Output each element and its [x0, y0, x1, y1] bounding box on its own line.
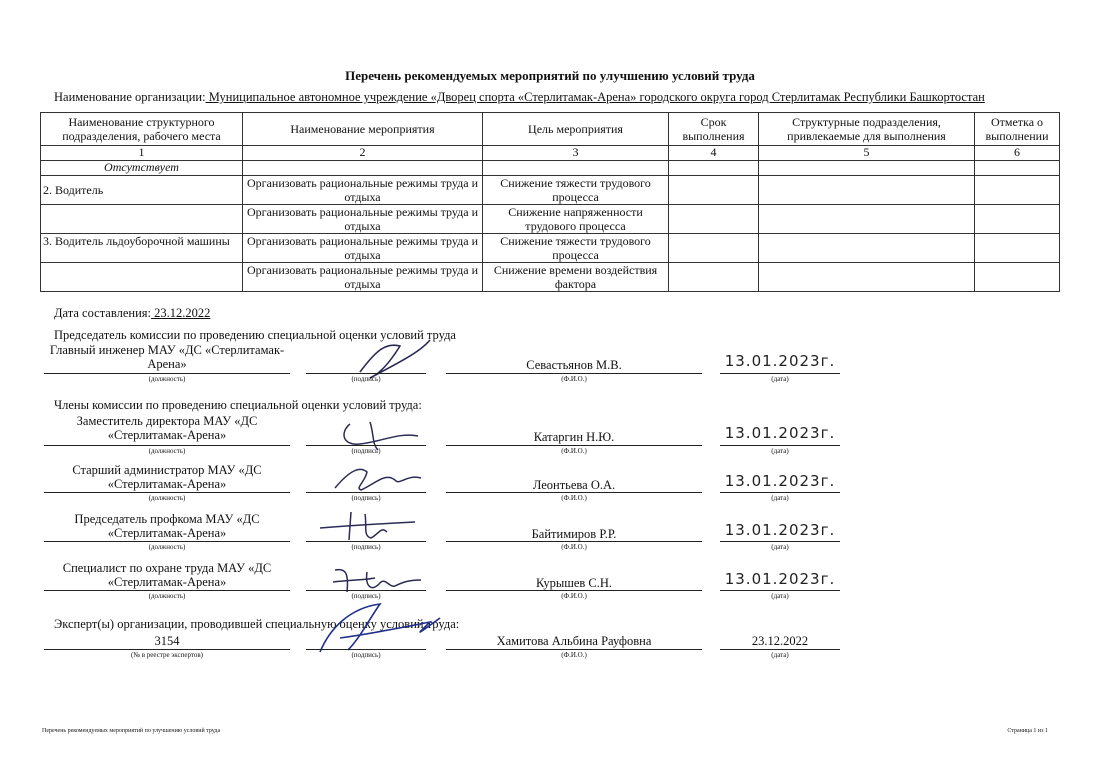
caption-signature: (подпись) — [351, 494, 381, 502]
workplace-cell — [41, 263, 243, 292]
member-name: Курышев С.Н. — [535, 576, 613, 590]
header-term: Срок выполнения — [669, 113, 759, 146]
caption-date: (дата) — [771, 651, 789, 659]
caption-position: (должность) — [148, 375, 186, 383]
caption-signature: (подпись) — [351, 447, 381, 455]
table-row — [41, 263, 1060, 292]
measures-table — [40, 112, 1060, 292]
caption-fio: (Ф.И.О.) — [561, 494, 587, 502]
table-number-row — [41, 146, 1060, 161]
col-number: 3 — [483, 146, 669, 161]
col-number: 6 — [975, 146, 1060, 161]
member-position: Председатель профкома МАУ «ДС «Стерлитамак-Арена» — [74, 512, 260, 540]
member-position: Старший администратор МАУ «ДС «Стерлитамак-Арена» — [72, 463, 262, 491]
header-measure: Наименование мероприятия — [243, 113, 483, 146]
col-number: 5 — [759, 146, 975, 161]
header-place: Наименование структурного подразделения, рабочего места — [41, 113, 243, 146]
table-row — [41, 161, 1060, 176]
expert-date: 23.12.2022 — [751, 634, 809, 648]
compile-date-value: 23.12.2022 — [151, 306, 211, 320]
document-title: Перечень рекомендуемых мероприятий по улучшению условий труда — [345, 68, 755, 83]
caption-registry: (№ в реестре экспертов) — [130, 651, 203, 659]
absent-cell: Отсутствует — [41, 161, 243, 176]
measure-cell: Организовать рациональные режимы труда и отдыха — [243, 234, 483, 263]
chair-position: Главный инженер МАУ «ДС «Стерлитамак-Арена» — [49, 343, 285, 371]
member-date: 13.01.2023г. — [724, 424, 836, 442]
member-date: 13.01.2023г. — [724, 521, 836, 539]
member-position: Специалист по охране труда МАУ «ДС «Стерлитамак-Арена» — [62, 561, 272, 589]
col-number: 2 — [243, 146, 483, 161]
caption-date: (дата) — [771, 447, 789, 455]
compile-date — [54, 306, 210, 321]
goal-cell: Снижение времени воздействия фактора — [483, 263, 669, 292]
caption-fio: (Ф.И.О.) — [561, 592, 587, 600]
caption-date: (дата) — [771, 543, 789, 551]
member-name: Байтимиров Р.Р. — [531, 527, 617, 541]
caption-date: (дата) — [771, 592, 789, 600]
organization-label: Наименование организации: — [54, 90, 206, 104]
workplace-cell: 3. Водитель льдоуборочной машины — [41, 234, 243, 263]
expert-registry: 3154 — [154, 634, 180, 648]
chair-heading: Председатель комиссии по проведению специальной оценки условий труда — [54, 328, 456, 342]
expert-heading: Эксперт(ы) организации, проводившей специальную оценку условий труда: — [54, 617, 460, 631]
chair-date: 13.01.2023г. — [724, 352, 836, 370]
member-name: Леонтьева О.А. — [532, 478, 616, 492]
member-date: 13.01.2023г. — [724, 570, 836, 588]
goal-cell: Снижение тяжести трудового процесса — [483, 176, 669, 205]
caption-position: (должность) — [148, 543, 186, 551]
caption-signature: (подпись) — [351, 592, 381, 600]
caption-signature: (подпись) — [351, 543, 381, 551]
workplace-cell — [41, 205, 243, 234]
member-signature — [315, 506, 435, 546]
header-goal: Цель мероприятия — [483, 113, 669, 146]
member-position: Заместитель директора МАУ «ДС «Стерлитамак-Арена» — [76, 414, 258, 442]
goal-cell: Снижение напряженности трудового процесса — [483, 205, 669, 234]
caption-signature: (подпись) — [351, 651, 381, 659]
organization-line — [54, 90, 985, 105]
member-date: 13.01.2023г. — [724, 472, 836, 490]
table-row — [41, 234, 1060, 263]
header-departments: Структурные подразделения, привлекаемые для выполнения — [759, 113, 975, 146]
workplace-cell: 2. Водитель — [41, 176, 243, 205]
organization-value: Муниципальное автономное учреждение «Дворец спорта «Стерлитамак-Арена» городского округа город Стерлитамак Республики Башкортостан — [205, 90, 985, 104]
member-name: Катаргин Н.Ю. — [533, 430, 615, 444]
caption-fio: (Ф.И.О.) — [561, 543, 587, 551]
measure-cell: Организовать рациональные режимы труда и отдыха — [243, 176, 483, 205]
col-number: 4 — [669, 146, 759, 161]
goal-cell: Снижение тяжести трудового процесса — [483, 234, 669, 263]
header-mark: Отметка о выполнении — [975, 113, 1060, 146]
caption-date: (дата) — [771, 494, 789, 502]
caption-position: (должность) — [148, 447, 186, 455]
caption-date: (дата) — [771, 375, 789, 383]
caption-position: (должность) — [148, 494, 186, 502]
table-row — [41, 205, 1060, 234]
footer-left: Перечень рекомендуемых мероприятий по улучшению условий труда — [42, 728, 221, 734]
compile-date-label: Дата составления: — [54, 306, 151, 320]
members-heading: Члены комиссии по проведению специальной оценки условий труда: — [54, 398, 422, 412]
measure-cell: Организовать рациональные режимы труда и отдыха — [243, 263, 483, 292]
footer-right: Страница 1 из 1 — [1007, 728, 1048, 734]
col-number: 1 — [41, 146, 243, 161]
chair-name: Севастьянов М.В. — [526, 358, 622, 372]
caption-fio: (Ф.И.О.) — [561, 447, 587, 455]
measure-cell: Организовать рациональные режимы труда и отдыха — [243, 205, 483, 234]
table-row — [41, 176, 1060, 205]
caption-fio: (Ф.И.О.) — [561, 375, 587, 383]
caption-position: (должность) — [148, 592, 186, 600]
caption-signature: (подпись) — [351, 375, 381, 383]
caption-fio: (Ф.И.О.) — [561, 651, 587, 659]
table-header-row — [41, 113, 1060, 146]
expert-name: Хамитова Альбина Рауфовна — [496, 634, 652, 648]
